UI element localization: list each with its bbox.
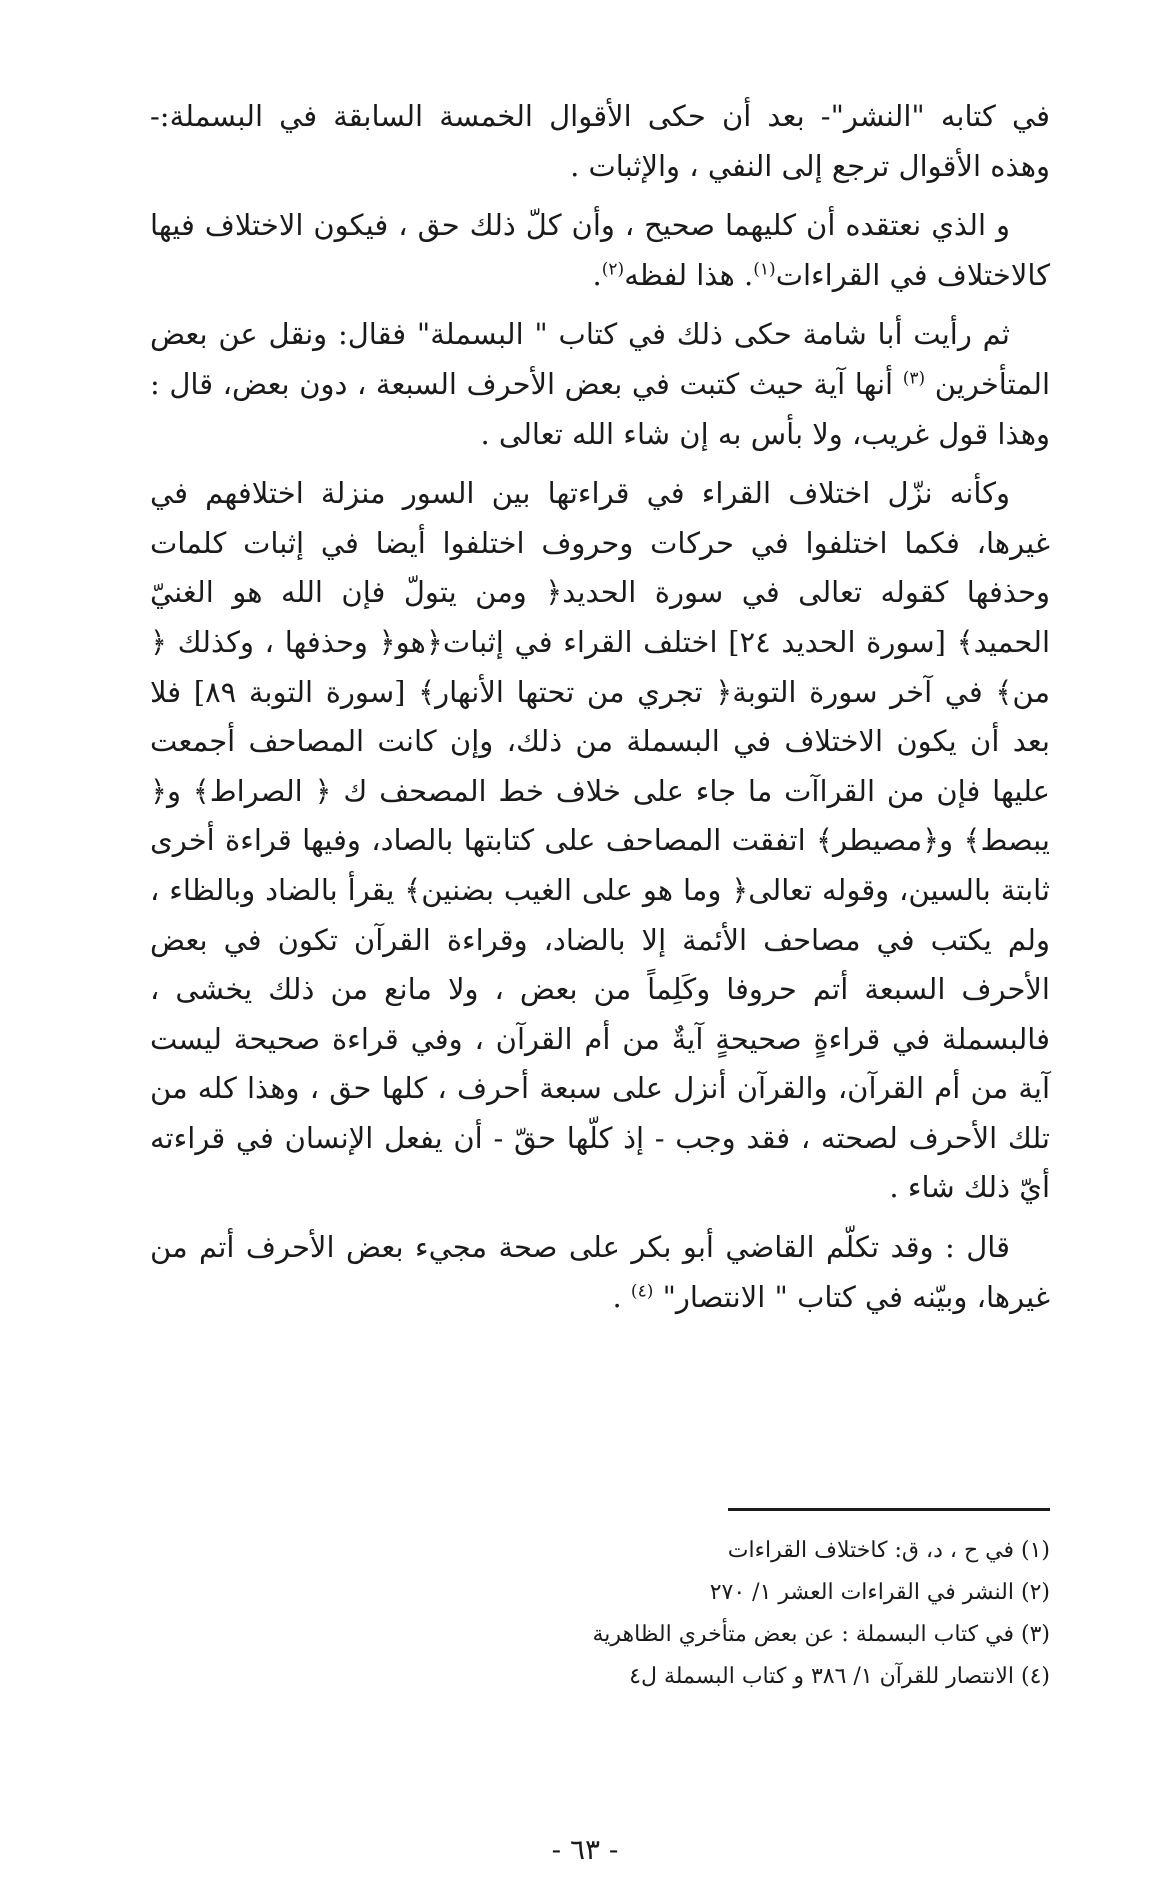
paragraph-5: [150, 1223, 1050, 1322]
paragraph-2-tail: . هذا لفظه: [624, 257, 754, 292]
footnote-separator: [728, 1508, 1050, 1511]
main-text: [150, 92, 1050, 1332]
footnote-4: (٤) الانتصار للقرآن ١/ ٣٨٦ و كتاب البسملة ل٤: [629, 1664, 1050, 1689]
paragraph-4: [150, 469, 1050, 1213]
footnote-1: (١) في ح ، د، ق: كاختلاف القراءات: [727, 1538, 1050, 1563]
paragraph-3-text: ثم رأيت أبا شامة حكى ذلك في كتاب " البسملة" فقال: ونقل عن بعض المتأخرين: [150, 317, 1051, 401]
paragraph-5-text: قال : وقد تكلّم القاضي أبو بكر على صحة مجيء بعض الأحرف أتم من غيرها، وبيّنه في كتاب " الانتصار": [150, 1230, 1050, 1314]
footnotes: [150, 1530, 1050, 1698]
paragraph-2-text: و الذي نعتقده أن كليهما صحيح ، وأن كلّ ذلك حق ، فيكون الاختلاف فيها كالاختلاف في القراءات: [150, 208, 1050, 292]
paragraph-3-tail: أنها آية حيث كتبت في بعض الأحرف السبعة ، دون بعض، قال : وهذا قول غريب، ولا بأس به إن شاء الله تعالى .: [150, 366, 1050, 451]
paragraph-2: و الذي نعتقده أن كليهما صحيح ، وأن كلّ ذلك حق ، فيكون الاختلاف فيها كالاختلاف في القراءات$^{(١)}$. هذا لفظه$^{(٢)}$.: [150, 208, 1050, 292]
paragraph-1-text: في كتابه "النشر"- بعد أن حكى الأقوال الخمسة السابقة في البسملة:- وهذه الأقوال ترجع إلى النفي ، والإثبات .: [150, 99, 1050, 183]
footnote-3: (٣) في كتاب البسملة : عن بعض متأخري الظاهرية: [592, 1622, 1050, 1647]
paragraph-5-tail: .: [612, 1279, 622, 1314]
page-number: - ٦٣ -: [551, 1833, 619, 1866]
footnote-ref-3: (٣): [902, 368, 926, 389]
paragraph-3: [150, 310, 1050, 459]
footnote-ref-1: (١): [753, 259, 776, 280]
paragraph-4-text: وكأنه نزّل اختلاف القراء في قراءتها بين السور منزلة اختلافهم في غيرها، فكما اختلفوا في حركات وحروف اختلفوا أيضا في إثبات كلمات وحذفها كقوله تعالى في سورة الحديد﴿ ومن يتولّ فإن الله هو الغنيّ الحميد﴾ [سورة الحديد ٢٤] اختلف القراء في إثبات﴿هو﴿ وحذفها ، وكذلك ﴿ من﴾ في آخر سورة التوبة﴿ تجري من تحتها الأنهار﴾ [سورة التوبة ٨٩] فلا بعد أن يكون الاختلاف في البسملة من ذلك، وإن كانت المصاحف أجمعت عليها فإن من القراآت ما جاء على خلاف خط المصحف ك ﴿ الصراط﴾ و﴿ يبصط﴾ و﴿مصيطر﴾ اتفقت المصاحف على كتابتها بالصاد، وفيها قراءة أخرى ثابتة بالسين، وقوله تعالى﴿ وما هو على الغيب بضنين﴾ يقرأ بالضاد وبالظاء ، ولم يكتب في مصاحف الأئمة إلا بالضاد، وقراءة القرآن تكون في بعض الأحرف السبعة أتم حروفا وكَلِماً من بعض ، ولا مانع من ذلك يخشى ، فالبسملة في قراءةٍ صحيحةٍ آيةٌ من أم القرآن ، وفي قراءة صحيحة ليست آية من أم القرآن، والقرآن أنزل على سبعة أحرف ، كلها حق ، وهذا كله من تلك الأحرف لصحته ، فقد وجب - إذ كلّها حقّ - أن يفعل الإنسان في قراءته أيّ ذلك شاء .: [150, 476, 1050, 1205]
footnote-ref-4: (٤): [630, 1281, 654, 1301]
paragraph-1: [150, 92, 1050, 191]
footnote-ref-2: (٢): [601, 259, 625, 280]
footnote-2: (٢) النشر في القراءات العشر ١/ ٢٧٠: [709, 1580, 1050, 1605]
